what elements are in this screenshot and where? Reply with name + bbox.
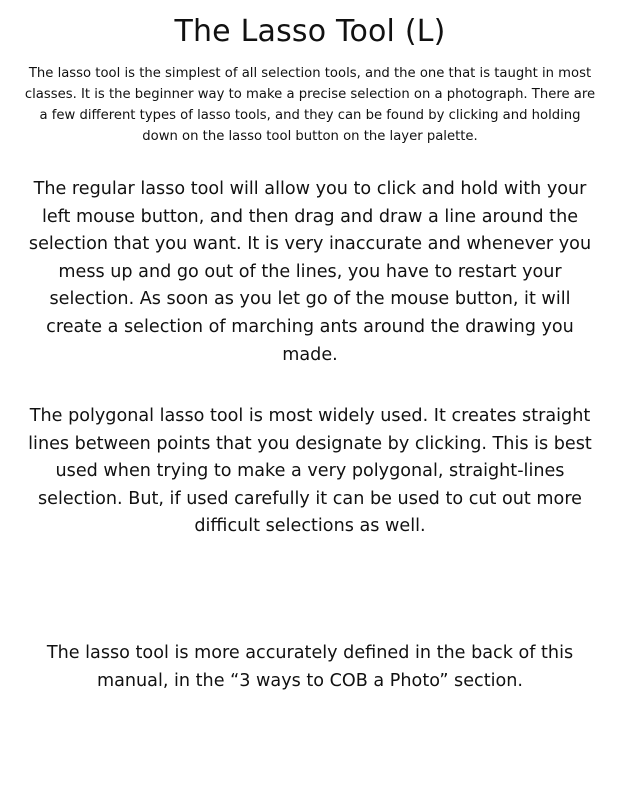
intro-paragraph: The lasso tool is the simplest of all selection tools, and the one that is taught in most classes. It is the beginner way to make a precise selection on a photograph. There are a few different types of lasso tools, and they can be found by clicking and holding down on the lasso tool button on the layer palette. bbox=[24, 66, 596, 144]
page-title: The Lasso Tool (L) bbox=[174, 14, 446, 49]
reference-paragraph: The lasso tool is more accurately defined in the back of this manual, in the “3 ways to COB a Photo” section. bbox=[46, 643, 574, 691]
polygonal-lasso-paragraph: The polygonal lasso tool is most widely used. It creates straight lines between points that you designate by clicking. This is best used when trying to make a very polygonal, straight-lines selection. But, if used carefully it can be used to cut out more difficult selections as well. bbox=[28, 406, 592, 537]
regular-lasso-paragraph: The regular lasso tool will allow you to click and hold with your left mouse button, and then drag and draw a line around the selection that you want. It is very inaccurate and whenever you mess up and go out of the lines, you have to restart your selection. As soon as you let go of the mouse button, it will create a selection of marching ants around the drawing you made. bbox=[28, 179, 592, 365]
